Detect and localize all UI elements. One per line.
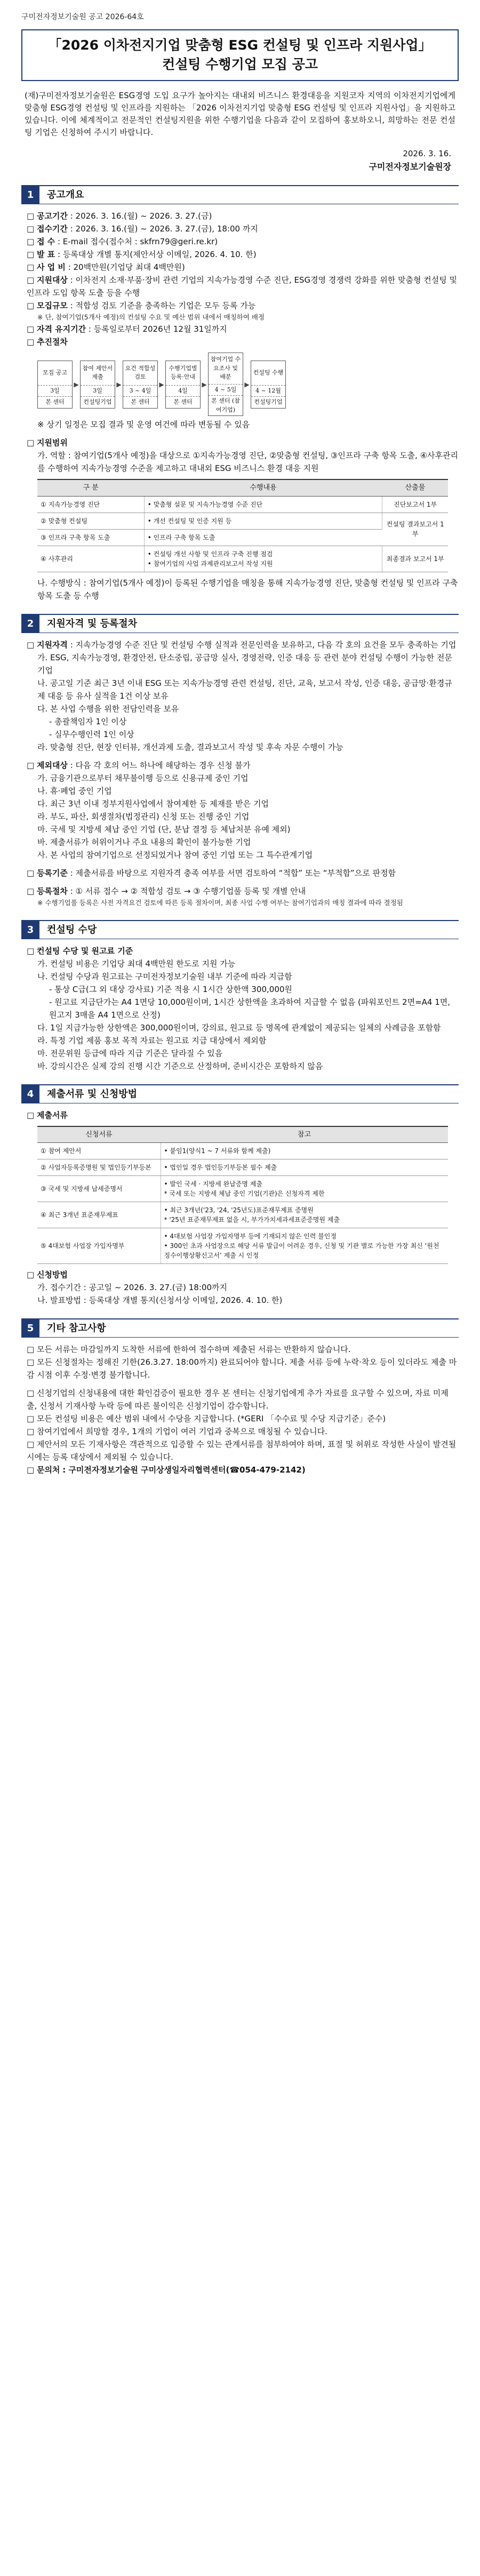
section-title: 지원자격 및 등록절차 [47,618,138,629]
table-row: ② 사업자등록증명원 및 법인등기부등본 • 법인일 경우 법인등기부등본 필수 제출 [37,1159,448,1176]
section-title: 공고개요 [47,189,84,201]
process-step: 참여 제안서 제출 3일 컨설팅기업 [80,361,115,409]
table-row: ③ 인프라 구축 항목 도출 • 인프라 구축 항목 도출 [37,529,448,546]
list-item: 나. 발표방법 : 등록대상 개별 통지(신청서상 이메일, 2026. 4. 10. 한) [37,1295,283,1305]
section-number: 1 [21,186,39,204]
section-title: 기타 참고사항 [47,1323,106,1334]
note: ※ 수행기업풀 등록은 사전 자격요건 검토에 따른 등록 절차이며, 최종 사업 수행 여부는 참여기업과의 매칭 결과에 따라 결정됨 [37,898,403,907]
table-row: ① 참여 제안서 • 붙임1(양식1 ~ 7 서류와 함께 제출) [37,1143,448,1159]
list-item: - 총괄책임자 1인 이상 [49,716,127,726]
list-item: - 실무수행인력 1인 이상 [49,729,134,739]
title-box [21,29,459,81]
section-number: 4 [21,1085,39,1103]
documents-table-wrap [21,1122,459,1269]
table-row: ① 지속가능경영 진단 • 맞춤형 설문 및 지속가능경영 수준 진단 진단보고서 1부 [37,496,448,513]
note-item: □ 제안서의 모든 기재사항은 객관적으로 입증할 수 있는 관계서류를 첨부하여야 하며, 표절 및 허위로 작성한 사실이 발견될 시에는 등록 대상에서 제외될 수 있습니다. [27,1439,457,1462]
table-header: 수행내용 [144,479,382,496]
list-item: - 통상 C급(그 외 대상 강사료) 기준 적용 시 1시간 상한액 300,000원 [49,984,292,994]
overview-item: □ 발 표 : 등록대상 개별 통지(제안서상 이메일, 2026. 4. 10. 한) [27,250,257,259]
documents-table [37,1126,448,1265]
list-item: 다. 최근 3년 이내 정부지원사업에서 참여제한 등 제재를 받은 기업 [37,798,269,809]
overview-item: □ 접수기간 : 2026. 3. 16.(월) ~ 2026. 3. 27.(금), 18:00 까지 [27,224,258,234]
title-line-2: 컨설팅 수행기업 모집 공고 [162,57,318,73]
subsection-label: □ 신청방법 [27,1270,68,1279]
subsection-label: □ 제출서류 [27,1110,68,1120]
dateline: 2026. 3. 16. [403,148,451,158]
note: ※ 단, 참여기업(5개사 예정)의 컨설팅 수요 및 예산 범위 내에서 매칭하여 배정 [37,313,265,321]
list-item: 라. 부도, 파산, 회생절차(법정관리) 신청 또는 진행 중인 기업 [37,811,250,821]
list-item: 가. 금융기관으로부터 채무불이행 등으로 신용규제 중인 기업 [37,773,249,783]
process-step: 참여기업 수요조사 및 배분 4 ~ 5일 본 센터 (참여기업) [208,353,243,416]
section-1-header [21,185,459,204]
list-item: 나. 휴·폐업 중인 기업 [37,786,112,796]
list-item: 나. 컨설팅 수당과 원고료는 구미전자정보기술원 내부 기준에 따라 지급함 [37,971,292,981]
arrow-right-icon: ▶ [159,380,164,388]
announcement-number: 구미전자정보기술원 공고 2026-64호 [21,13,144,21]
overview-item: □ 공고기간 : 2026. 3. 16.(월) ~ 2026. 3. 27.(금) [27,211,212,221]
table-header: 신청서류 [37,1126,161,1143]
table-header: 구 분 [37,479,144,496]
section-5-header [21,1318,459,1338]
process-step: 수행기업별 등록·안내 4일 본 센터 [165,361,201,409]
section-number: 2 [21,614,39,633]
table-header: 참고 [161,1126,448,1143]
section-title: 컨설팅 수당 [47,924,97,935]
table-row: ④ 최근 3개년 표준재무제표 • 최근 3개년('23, '24, '25년도)표준재무제표 증명원 * '25년 표준재무제표 없을 시, 부가가치세과세표준증명원 제출 [37,1202,448,1228]
arrow-right-icon: ▶ [116,380,122,388]
list-item: 나. 공고일 기준 최근 3년 이내 ESG 또는 지속가능경영 관련 컨설팅, 진단, 교육, 보고서 작성, 인증 대응, 공급망·환경규제 대응 등 유사 실적을 1건 이상 보유 [37,678,452,701]
section-2-header [21,614,459,633]
qualification: □ 지원자격 : 지속가능경영 수준 진단 및 컨설팅 수행 실적과 전문인력을 보유하고, 다음 각 호의 요건을 모두 충족하는 기업 [27,639,457,650]
process-steps [21,348,459,418]
overview-item: □ 사 업 비 : 20백만원(기업당 최대 4백만원) [27,262,185,272]
list-item: 다. 본 사업 수행을 위한 전담인력을 보유 [37,703,179,714]
intro-paragraph: (재)구미전자정보기술원은 ESG경영 도입 요구가 높아지는 대내외 비즈니스 환경대응을 지원코자 지역의 이차전지기업에게 맞춤형 ESG경영 컨설팅 및 인프라를 지원하는 「2026 이차전지기업 맞춤형 ESG 컨설팅 및 인프라 지원사업」을 지원하고 있습니다. 이에 체계적이고 전문적인 컨설팅지원을 위한 수행기업을 다음과 같이 모집하여 홍보하오니, 희망하는 전문 컨설팅 기업은 신청하여 주시기 바랍니다. [25,90,455,138]
arrow-right-icon: ▶ [202,380,207,388]
list-item: - 원고료 지급단가는 A4 1면당 10,000원이며, 1시간 상한액을 초과하여 지급할 수 없음 (파워포인트 2면=A4 1면, 원고지 3매을 A4 1면으로 산정) [49,997,451,1020]
list-item: 바. 제출서류가 허위이거나 주요 내용의 확인이 불가능한 기업 [37,837,251,847]
overview-item: □ 지원대상 : 이차전지 소재·부품·장비 관련 기업의 지속가능경영 수준 진단, ESG경영 경쟁력 강화를 위한 맞춤형 컨설팅 및 인프라 도입 항목 도출 등을 수행 [27,275,458,298]
note-item: □ 모든 컨설팅 비용은 예산 범위 내에서 수당을 지급합니다. (*GERI 「수수료 및 수당 지급기준」준수) [27,1414,386,1423]
issuing-organization: 구미전자정보기술원장 [369,162,451,172]
overview-item: □ 모집규모 : 적합성 검토 기준을 충족하는 기업은 모두 등록 가능 [27,301,256,310]
subsection-label: □ 컨설팅 수당 및 원고료 기준 [27,946,133,956]
section-4-header [21,1084,459,1103]
title-line-1: 「2026 이차전지기업 맞춤형 ESG 컨설팅 및 인프라 지원사업」 [48,37,432,53]
list-item: 다. 1일 지급가능한 상한액은 300,000원이며, 강의료, 원고료 등 명목에 관계없이 제공되는 일체의 사례금을 포함함 [37,1022,441,1033]
list-item: 라. 맞춤형 진단, 현장 인터뷰, 개선과제 도출, 결과보고서 작성 및 후속 자문 수행이 가능 [37,742,343,752]
list-item: 가. 컨설팅 비용은 기업당 최대 4백만원 한도로 지원 가능 [37,958,236,969]
section-number: 3 [21,921,39,939]
list-item: 사. 본 사업의 참여기업으로 선정되었거나 참여 중인 기업 또는 그 특수관계기업 [37,850,313,860]
list-item: 가. ESG, 지속가능경영, 환경안전, 탄소중립, 공급망 실사, 경영전략, 인증 대응 등 관련 분야 컨설팅 수행이 가능한 전문기업 [37,652,452,675]
note-item: □ 모든 신청절차는 정해진 기한(26.3.27. 18:00까지) 완료되어야 합니다. 제출 서류 등에 누락·착오 등이 있더라도 제출 마감 시점 이후 수정·변경 불가합니다. [27,1357,457,1380]
section-number: 5 [21,1319,39,1338]
list-item: 바. 강의시간은 실제 강의 진행 시간 기준으로 산정하며, 준비시간은 포함하지 않음 [37,1061,323,1071]
table-row: ③ 국세 및 지방세 납세증명서 • 발인 국세 · 지방세 완납증명 제출 * 국세 또는 지방세 체납 중인 기업(기관)은 신청자격 제한 [37,1176,448,1202]
scope-table-wrap [21,475,459,577]
subsection-label: □ 지원범위 [27,438,68,447]
list-item: 라. 특정 기업 제품 홍보 목적 자료는 원고료 지급 대상에서 제외함 [37,1035,267,1045]
scope-text: 가. 역할 : 참여기업(5개사 예정)을 대상으로 ①지속가능경영 진단, ②맞춤형 컨설팅, ③인프라 구축 항목 도출, ④사후관리를 수행하여 지속가능경영 수준을 제고하고 대내외 ESG 비즈니스 환경 대응 지원 [37,451,458,473]
table-row: ⑤ 4대보험 사업장 가입자명부 • 4대보험 사업장 가입자명부 등에 기재되지 않은 인력 불인정 • 300인 초과 사업장으로 해당 서류 발급이 어려운 경우, 신청 및 기관 별로 가능한 가장 최신 ‘원천징수이행상황신고서’ 제출 시 인정 [37,1228,448,1264]
list-item: 가. 접수기간 : 공고일 ~ 2026. 3. 27.(금) 18:00까지 [37,1283,227,1292]
list-item: 마. 전문위원 등급에 따라 지급 기준은 달라질 수 있음 [37,1048,223,1058]
scope-table [37,479,448,572]
section-title: 제출서류 및 신청방법 [47,1088,138,1100]
note-item: □ 참여기업에서 희망할 경우, 1개의 기업이 여러 기업과 중복으로 매칭될 수 있습니다. [27,1427,327,1436]
overview-item: □ 추진절차 [27,337,68,347]
registration-criteria: □ 등록기준 : 제출서류를 바탕으로 지원자격 충족 여부를 서면 검토하여 “적합” 또는 “부적합”으로 판정함 [27,868,396,878]
process-step: 모집 공고 3일 본 센터 [37,361,73,409]
process-step: 요건 적합성 검토 3 ~ 4일 본 센터 [123,361,158,409]
note-item: □ 신청기업의 신청내용에 대한 확인검증이 필요한 경우 본 센터는 신청기업에게 추가 자료를 요구할 수 있으며, 자료 미제출, 신청서 기재사항 누락 등에 따른 불이익은 신청기업이 감수합니다. [27,1388,449,1411]
contact: □ 문의처 : 구미전자정보기술원 구미상생일자리협력센터(☎054-479-2142) [27,1465,306,1475]
arrow-right-icon: ▶ [244,380,250,388]
note-item: □ 모든 서류는 마감일까지 도착한 서류에 한하여 접수하며 제출된 서류는 반환하지 않습니다. [27,1345,351,1354]
table-row: ④ 사후관리 • 컨설팅 개선 사항 및 인프라 구축 진행 점검 • 참여기업의 사업 과제관리보고서 작성 지원 최종결과 보고서 1부 [37,546,448,572]
list-item: 마. 국세 및 지방세 체납 중인 기업 (단, 분납 결정 등 체납처분 유예 제외) [37,824,291,834]
table-row: ② 맞춤형 컨설팅 • 개선 컨설팅 및 인증 지원 등 컨설팅 결과보고서 1부 [37,513,448,529]
registration-procedure: □ 등록절차 : ① 서류 접수 → ② 적합성 검토 → ③ 수행기업풀 등록 및 개별 안내 [27,886,306,896]
section-3-header [21,920,459,939]
arrow-right-icon: ▶ [74,380,79,388]
overview-item: □ 자격 유지기간 : 등록일로부터 2026년 12월 31일까지 [27,324,227,334]
overview-item: □ 접 수 : E-mail 접수(접수처 : skfrn79@geri.re.kr) [27,237,218,246]
note: ※ 상기 일정은 모집 결과 및 운영 여건에 따라 변동될 수 있음 [37,420,250,429]
disqualification: □ 제외대상 : 다음 각 호의 어느 하나에 해당하는 경우 신청 불가 [27,760,251,770]
table-header: 산출물 [382,479,448,496]
process-step: 컨설팅 수행 4 ~ 12월 컨설팅기업 [251,361,286,409]
scope-text: 나. 수행방식 : 참여기업(5개사 예정)이 등록된 수행기업을 매칭을 통해 지속가능경영 진단, 맞춤형 컨설팅 및 인프라 구축 항목 도출 등 수행 [37,578,458,601]
